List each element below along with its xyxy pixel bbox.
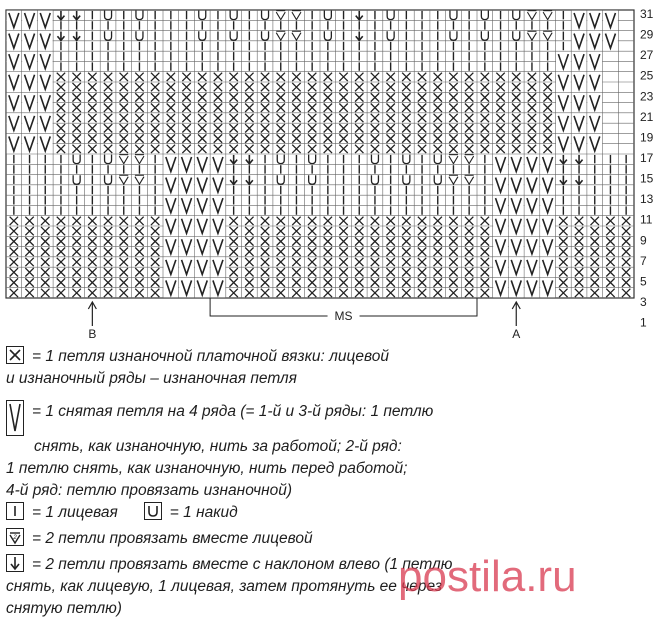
slipped-stitch-mark [509, 155, 524, 175]
slipped-stitch-mark [164, 175, 179, 195]
legend-knit-yo [6, 502, 238, 524]
legend-v-text-1: = 1 снятая петля на 4 ряда (= 1-й и 3-й ряды: 1 петлю [32, 403, 434, 420]
slipped-stitch-mark [164, 196, 179, 216]
slipped-stitch-mark [556, 113, 571, 133]
slipped-stitch-mark [179, 175, 194, 195]
slipped-stitch-mark [572, 72, 587, 92]
legend-k2tog-text: = 2 петли провязать вместе лицевой [32, 530, 313, 547]
slipped-stitch-mark [22, 134, 37, 154]
slipped-stitch-mark [195, 216, 210, 236]
slipped-stitch-mark [493, 155, 508, 175]
slipped-stitch-mark [525, 155, 540, 175]
slipped-stitch-mark [540, 216, 555, 236]
slipped-stitch-mark [587, 93, 602, 113]
legend-v-text-4: 4-й ряд: петлю провязать изнаночной) [6, 482, 293, 499]
slipped-stitch-mark [509, 237, 524, 257]
slipped-stitch-mark [22, 72, 37, 92]
slipped-stitch-mark [7, 134, 22, 154]
legend-v [6, 400, 433, 502]
slipped-stitch-mark [164, 216, 179, 236]
slipped-stitch-mark [572, 113, 587, 133]
legend-x-text-1: = 1 петля изнаночной платочной вязки: лицевой [32, 348, 389, 365]
slipped-stitch-mark [195, 278, 210, 298]
slipped-stitch-mark [211, 155, 226, 175]
legend-x [6, 346, 389, 390]
row-label: 27 [640, 48, 654, 63]
slipped-stitch-mark [179, 155, 194, 175]
slipped-stitch-mark [587, 134, 602, 154]
slipped-stitch-mark [211, 216, 226, 236]
marker-b-label: B [88, 327, 97, 341]
row-label: 29 [640, 27, 654, 42]
slipped-stitch-mark [164, 237, 179, 257]
slipped-stitch-mark [556, 72, 571, 92]
row-label: 21 [640, 109, 654, 124]
slipped-stitch-mark [7, 113, 22, 133]
k2tog-symbol-icon [6, 528, 24, 546]
slipped-stitch-mark [38, 31, 53, 51]
slipped-stitch-mark [38, 72, 53, 92]
slipped-stitch-mark [195, 257, 210, 277]
slipped-stitch-mark [556, 52, 571, 72]
slipped-stitch-mark [493, 257, 508, 277]
legend-ssk-text-3: снятую петлю) [6, 600, 122, 617]
slipped-stitch-mark [603, 31, 618, 51]
slipped-stitch-mark [38, 134, 53, 154]
slipped-stitch-mark [556, 93, 571, 113]
slipped-stitch-mark [525, 196, 540, 216]
slipped-stitch-mark [493, 175, 508, 195]
slipped-stitch-mark [211, 257, 226, 277]
row-label: 31 [640, 7, 654, 22]
slipped-stitch-mark [179, 237, 194, 257]
slipped-stitch-mark [509, 278, 524, 298]
slipped-stitch-mark [525, 175, 540, 195]
slipped-stitch-mark [525, 257, 540, 277]
slipped-stitch-mark [22, 11, 37, 31]
slipped-stitch-mark [509, 196, 524, 216]
slipped-stitch-mark [540, 278, 555, 298]
slipped-stitch-mark [22, 93, 37, 113]
slipped-stitch-mark [179, 196, 194, 216]
slipped-stitch-mark [572, 52, 587, 72]
slipped-stitch-mark [38, 52, 53, 72]
row-label: 17 [640, 151, 654, 166]
row-label: 7 [640, 253, 647, 268]
row-label: 11 [640, 212, 653, 227]
svg-text:2: 2 [13, 535, 17, 541]
legend-v-text-2: снять, как изнаночную, нить за работой; 2-й ряд: [34, 438, 402, 455]
marker-b [88, 302, 96, 341]
slipped-stitch-mark [195, 155, 210, 175]
legend-ssk-text-1: = 2 петли провязать вместе с наклоном влево (1 петлю [32, 556, 453, 573]
slipped-stitch-mark [22, 31, 37, 51]
row-label: 1 [640, 315, 647, 330]
slipped-stitch-mark [22, 113, 37, 133]
slipped-stitch-mark [164, 155, 179, 175]
slipped-stitch-mark [525, 216, 540, 236]
slipped-stitch-mark [38, 11, 53, 31]
row-label: 9 [640, 233, 647, 248]
slipped-stitch-mark [7, 93, 22, 113]
yarn-over-symbol-icon [144, 502, 162, 520]
slipped-stitch-mark [525, 278, 540, 298]
repeat-label: MS [334, 309, 353, 323]
row-label: 25 [640, 68, 654, 83]
slipped-stitch-mark [164, 257, 179, 277]
slipped-stitch-mark [195, 196, 210, 216]
slipped-stitch-mark [22, 52, 37, 72]
slipped-stitch-mark [493, 216, 508, 236]
slipped-stitch-mark [540, 237, 555, 257]
row-label: 19 [640, 130, 654, 145]
row-label: 3 [640, 295, 647, 310]
slipped-stitch-mark [211, 175, 226, 195]
row-label: 15 [640, 171, 654, 186]
slipped-stitch-symbol-icon [6, 400, 24, 436]
slipped-stitch-mark [493, 278, 508, 298]
legend-v-text-3: 1 петлю снять, как изнаночную, нить перед работой; [6, 460, 408, 477]
row-label: 13 [640, 192, 654, 207]
slipped-stitch-mark [179, 278, 194, 298]
slipped-stitch-mark [587, 11, 602, 31]
slipped-stitch-mark [587, 113, 602, 133]
ssk-symbol-icon [6, 554, 24, 572]
slipped-stitch-mark [7, 72, 22, 92]
repeat-bracket [210, 298, 477, 323]
legend-x-text-2: и изнаночный ряды – изнаночная петля [6, 370, 297, 387]
slipped-stitch-mark [211, 237, 226, 257]
legend-k2tog [6, 528, 313, 550]
purl-symbol-icon [6, 346, 24, 364]
slipped-stitch-mark [572, 93, 587, 113]
slipped-stitch-mark [509, 257, 524, 277]
slipped-stitch-mark [164, 278, 179, 298]
slipped-stitch-mark [603, 11, 618, 31]
legend-yo-text: = 1 накид [169, 504, 238, 521]
slipped-stitch-mark [38, 113, 53, 133]
slipped-stitch-mark [587, 52, 602, 72]
slipped-stitch-mark [493, 196, 508, 216]
slipped-stitch-mark [572, 11, 587, 31]
slipped-stitch-mark [587, 31, 602, 51]
slipped-stitch-mark [7, 31, 22, 51]
knit-symbol-icon [6, 502, 24, 520]
legend-ssk [6, 554, 452, 620]
row-label: 5 [640, 274, 647, 289]
slipped-stitch-mark [587, 72, 602, 92]
legend-knit-text: = 1 лицевая [32, 504, 118, 521]
slipped-stitch-mark [540, 175, 555, 195]
slipped-stitch-mark [38, 93, 53, 113]
slipped-stitch-mark [525, 237, 540, 257]
slipped-stitch-mark [7, 52, 22, 72]
watermark-logo: postila.ru [398, 552, 577, 601]
slipped-stitch-mark [540, 155, 555, 175]
slipped-stitch-mark [572, 31, 587, 51]
slipped-stitch-mark [556, 134, 571, 154]
marker-a-label: A [512, 327, 521, 341]
slipped-stitch-mark [540, 196, 555, 216]
slipped-stitch-mark [179, 257, 194, 277]
marker-a [512, 302, 520, 341]
slipped-stitch-mark [540, 257, 555, 277]
slipped-stitch-mark [179, 216, 194, 236]
slipped-stitch-mark [7, 11, 22, 31]
slipped-stitch-mark [195, 175, 210, 195]
row-label: 23 [640, 89, 654, 104]
slipped-stitch-mark [509, 175, 524, 195]
legend-ssk-text-2: снять, как лицевую, 1 лицевая, затем протянуть ее через [6, 578, 443, 595]
slipped-stitch-mark [195, 237, 210, 257]
slipped-stitch-mark [493, 237, 508, 257]
slipped-stitch-mark [509, 216, 524, 236]
slipped-stitch-mark [211, 196, 226, 216]
slipped-stitch-mark [572, 134, 587, 154]
slipped-stitch-mark [211, 278, 226, 298]
